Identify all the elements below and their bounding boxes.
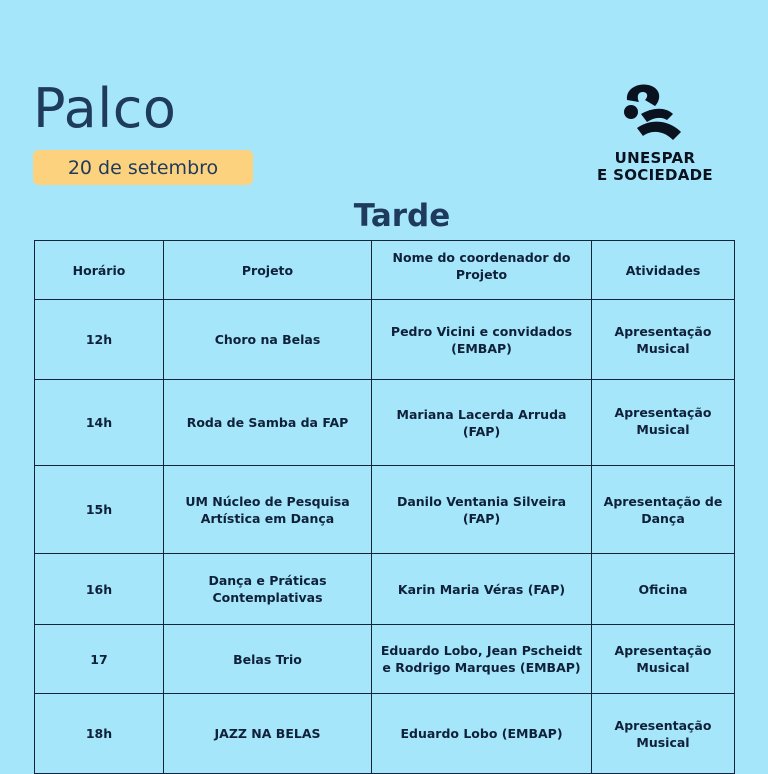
cell-activity: Oficina — [592, 554, 735, 625]
table-row — [35, 554, 735, 625]
cell-activity: Apresentação de Dança — [592, 466, 735, 554]
cell-project: Belas Trio — [164, 625, 372, 694]
cell-coordinator: Danilo Ventania Silveira (FAP) — [372, 466, 592, 554]
cell-project: JAZZ NA BELAS — [164, 694, 372, 774]
cell-time: 17 — [35, 625, 164, 694]
column-header-coordinator: Nome do coordenador do Projeto — [372, 241, 592, 300]
column-header-activity: Atividades — [592, 241, 735, 300]
column-header-project: Projeto — [164, 241, 372, 300]
cell-project: Choro na Belas — [164, 300, 372, 380]
cell-activity: Apresentação Musical — [592, 694, 735, 774]
cell-project: Roda de Samba da FAP — [164, 380, 372, 466]
section-title: Tarde — [353, 198, 451, 234]
table-row — [35, 466, 735, 554]
cell-coordinator: Pedro Vicini e convidados (EMBAP) — [372, 300, 592, 380]
logo-text — [595, 150, 715, 184]
schedule-table — [34, 240, 735, 774]
cell-time: 15h — [35, 466, 164, 554]
logo-line-1: UNESPAR — [614, 149, 696, 167]
table-header-row — [35, 241, 735, 300]
page-title: Palco — [33, 77, 177, 140]
cell-time: 16h — [35, 554, 164, 625]
table-row — [35, 625, 735, 694]
date-badge: 20 de setembro — [33, 150, 253, 185]
cell-project: UM Núcleo de Pesquisa Artística em Dança — [164, 466, 372, 554]
table-row — [35, 380, 735, 466]
cell-time: 14h — [35, 380, 164, 466]
cell-time: 18h — [35, 694, 164, 774]
unespar-logo — [595, 78, 720, 188]
table-row — [35, 694, 735, 774]
cell-activity: Apresentação Musical — [592, 625, 735, 694]
unespar-logo-icon — [617, 78, 687, 144]
cell-project: Dança e Práticas Contemplativas — [164, 554, 372, 625]
cell-coordinator: Karin Maria Véras (FAP) — [372, 554, 592, 625]
cell-activity: Apresentação Musical — [592, 300, 735, 380]
cell-coordinator: Eduardo Lobo, Jean Pscheidt e Rodrigo Marques (EMBAP) — [372, 625, 592, 694]
cell-coordinator: Mariana Lacerda Arruda (FAP) — [372, 380, 592, 466]
column-header-time: Horário — [35, 241, 164, 300]
table-row — [35, 300, 735, 380]
logo-line-2: E SOCIEDADE — [597, 166, 713, 184]
cell-coordinator: Eduardo Lobo (EMBAP) — [372, 694, 592, 774]
cell-activity: Apresentação Musical — [592, 380, 735, 466]
cell-time: 12h — [35, 300, 164, 380]
